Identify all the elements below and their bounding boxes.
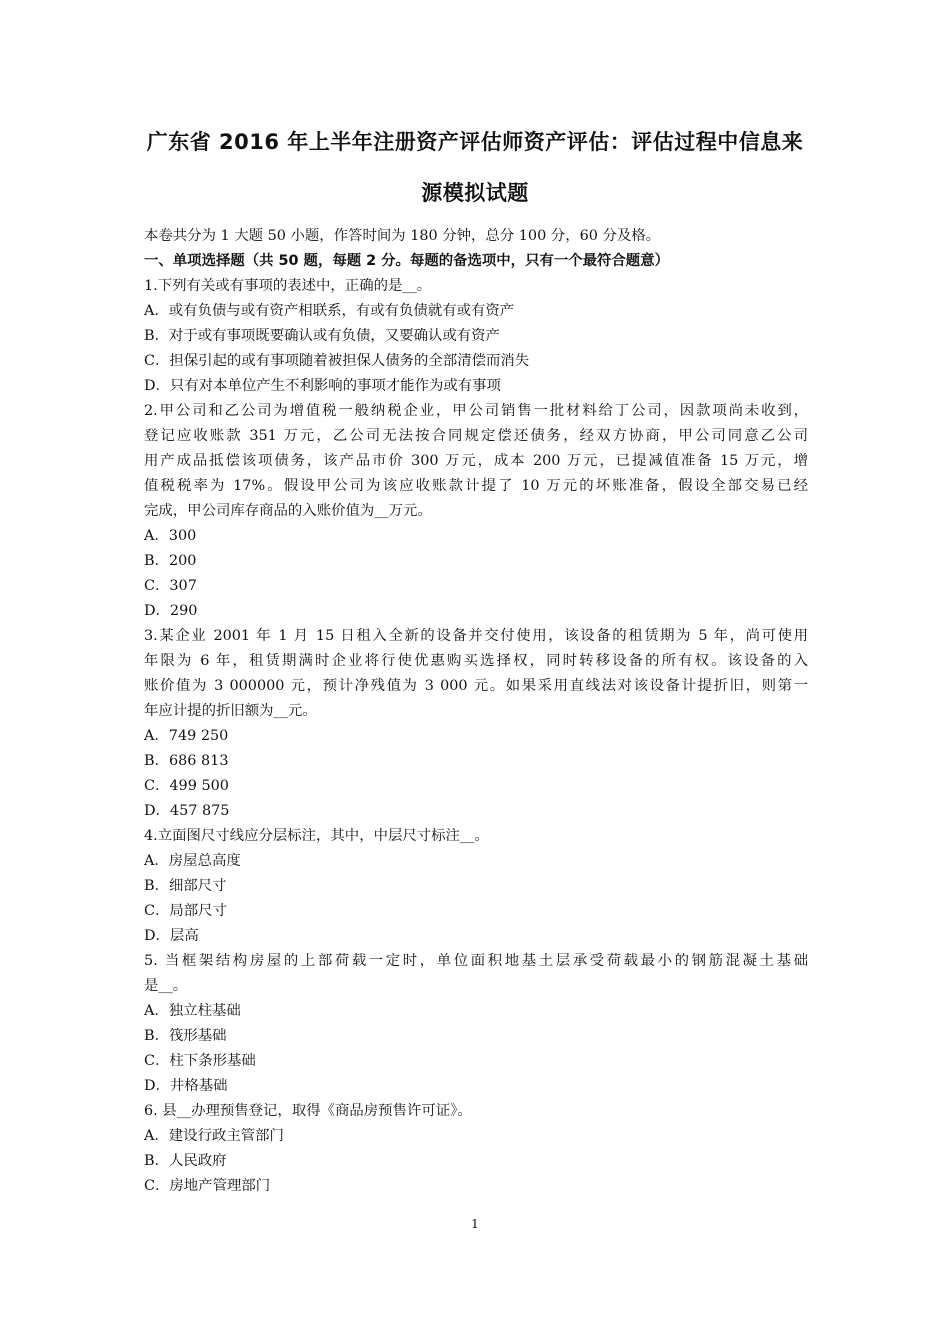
option-c: C．307 — [144, 578, 197, 594]
question-stem: 用产成品抵偿该项债务，该产品市价 300 万元，成本 200 万元，已提减值准备 15 万元，增 — [144, 453, 808, 469]
question-4 — [144, 824, 808, 949]
option-c: C．499 500 — [144, 778, 229, 794]
option-d: D．290 — [144, 603, 198, 619]
option-a: A．300 — [144, 528, 197, 544]
option-d: D．457 875 — [144, 803, 230, 819]
question-stem: 账价值为 3 000000 元，预计净残值为 3 000 元。如果采用直线法对该设备计提折旧，则第一 — [144, 678, 808, 694]
option-c: C．柱下条形基础 — [144, 1053, 256, 1069]
question-stem: 是__。 — [144, 978, 188, 994]
question-stem: 2.甲公司和乙公司为增值税一般纳税企业，甲公司销售一批材料给丁公司，因款项尚未收到， — [144, 403, 808, 419]
option-b: B．对于或有事项既要确认或有负债，又要确认或有资产 — [144, 328, 500, 344]
question-stem: 年应计提的折旧额为__元。 — [144, 703, 317, 719]
option-b: B．686 813 — [144, 753, 229, 769]
option-d: D．井格基础 — [144, 1078, 228, 1094]
section-heading: 一、单项选择题（共 50 题，每题 2 分。每题的备选项中，只有一个最符合题意） — [144, 253, 669, 269]
question-stem: 登记应收账款 351 万元，乙公司无法按合同规定偿还债务，经双方协商，甲公司同意乙公司 — [144, 428, 808, 444]
option-b: B．筏形基础 — [144, 1028, 227, 1044]
option-b: B．细部尺寸 — [144, 878, 227, 894]
option-a: A．或有负债与或有资产相联系，有或有负债就有或有资产 — [144, 303, 515, 319]
question-stem: 1.下列有关或有事项的表述中，正确的是__。 — [144, 278, 432, 294]
option-a: A．房屋总高度 — [144, 853, 241, 869]
question-2 — [144, 399, 808, 624]
document-body — [144, 224, 808, 1199]
option-d: D．只有对本单位产生不利影响的事项才能作为或有事项 — [144, 378, 501, 394]
document-title-line-1: 广东省 2016 年上半年注册资产评估师资产评估：评估过程中信息来 — [146, 130, 804, 154]
question-3 — [144, 624, 808, 824]
question-stem: 5. 当框架结构房屋的上部荷载一定时，单位面积地基土层承受荷载最小的钢筋混凝土基础 — [144, 953, 808, 969]
option-b: B．200 — [144, 553, 197, 569]
question-stem: 年限为 6 年，租赁期满时企业将行使优惠购买选择权，同时转移设备的所有权。该设备的入 — [144, 653, 808, 669]
option-a: A．749 250 — [144, 728, 229, 744]
option-c: C．房地产管理部门 — [144, 1178, 271, 1194]
page-number: 1 — [471, 1217, 479, 1231]
question-stem: 4.立面图尺寸线应分层标注，其中，中层尺寸标注__。 — [144, 828, 489, 844]
exam-intro: 本卷共分为 1 大题 50 小题，作答时间为 180 分钟，总分 100 分，60 分及格。 — [144, 228, 661, 244]
question-stem: 完成，甲公司库存商品的入账价值为__万元。 — [144, 503, 432, 519]
option-c: C．局部尺寸 — [144, 903, 227, 919]
question-5 — [144, 949, 808, 1099]
question-stem: 值税税率为 17%。假设甲公司为该应收账款计提了 10 万元的坏账准备，假设全部交易已经 — [144, 478, 808, 494]
option-c: C．担保引起的或有事项随着被担保人债务的全部清偿而消失 — [144, 353, 530, 369]
document-title-line-2: 源模拟试题 — [421, 181, 529, 205]
question-1 — [144, 274, 808, 399]
option-a: A．建设行政主管部门 — [144, 1128, 284, 1144]
question-stem: 3.某企业 2001 年 1 月 15 日租入全新的设备并交付使用，该设备的租赁期为 5 年，尚可使用 — [144, 628, 808, 644]
question-6 — [144, 1099, 808, 1199]
option-a: A．独立柱基础 — [144, 1003, 241, 1019]
question-stem: 6. 县__办理预售登记，取得《商品房预售许可证》。 — [144, 1103, 472, 1119]
option-d: D．层高 — [144, 928, 199, 944]
option-b: B．人民政府 — [144, 1153, 227, 1169]
